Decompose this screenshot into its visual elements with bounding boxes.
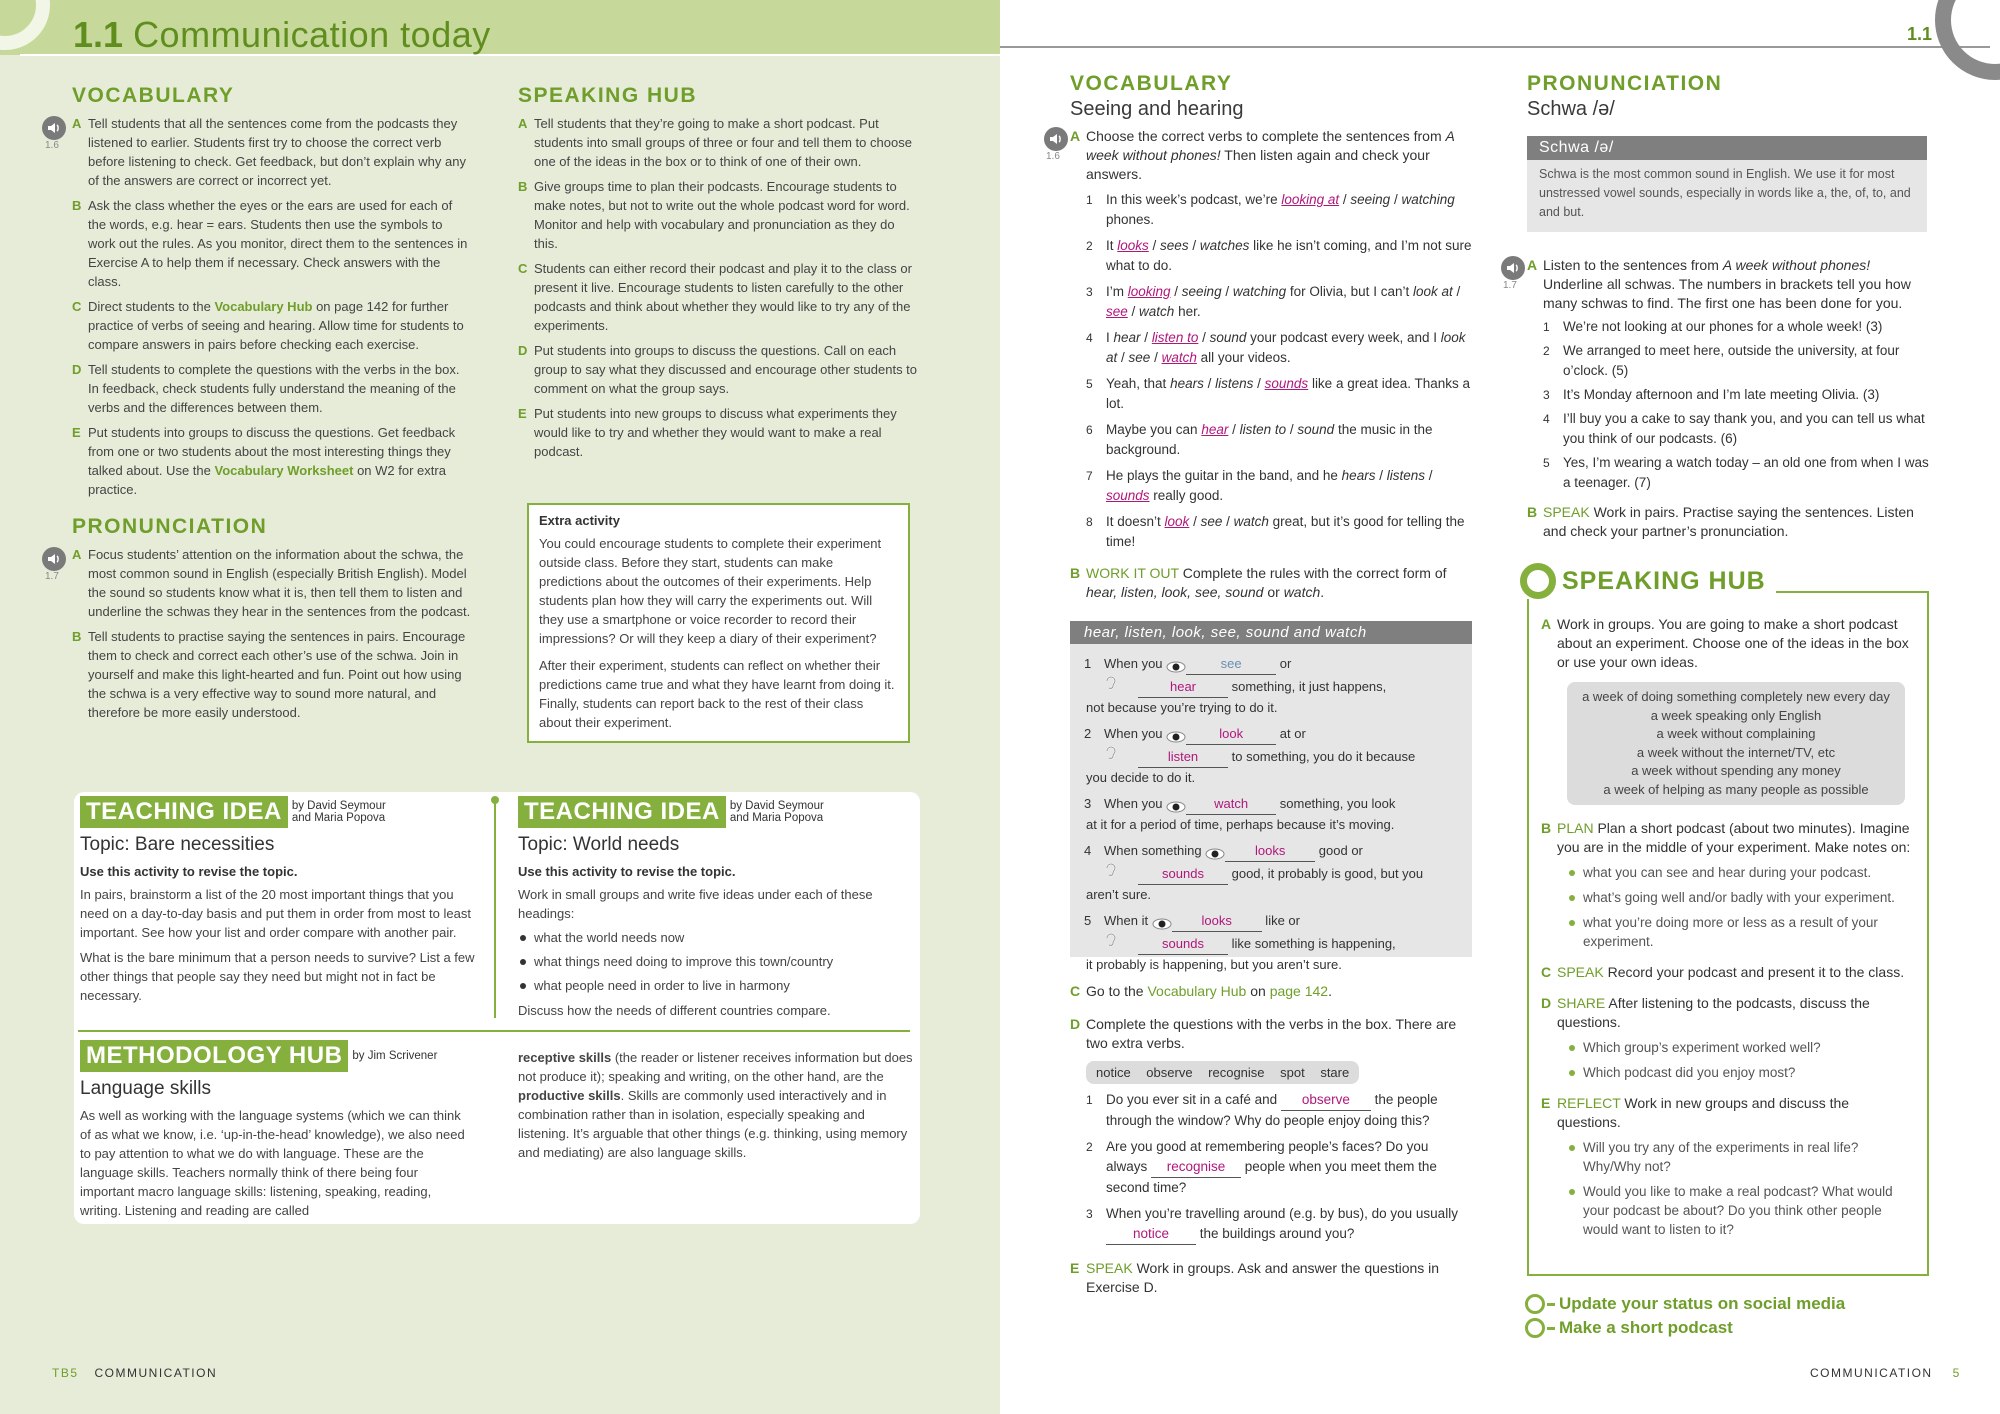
speaking-hub-box (1527, 591, 1929, 1276)
answer-blank[interactable]: look (1186, 724, 1276, 745)
speaking-hub-ring-icon (1520, 563, 1556, 599)
exercise-instruction: A Listen to the sentences from A week without phones! Underline all schwas. The numbers in brackets tell you how many schwas to find. The first one has been done for you. (1527, 257, 1911, 311)
teaching-idea-instruction: Use this activity to revise the topic. (80, 864, 298, 879)
methodology-hub-author: by Jim Scrivener (352, 1050, 438, 1062)
answer-choice[interactable]: looking (1127, 284, 1171, 299)
page-number: 5 (1952, 1366, 1961, 1380)
right-unit-number: 1.1 (1907, 24, 1933, 44)
audio-icon[interactable] (42, 116, 66, 140)
vocabulary-hub-link[interactable]: Vocabulary Hub (1147, 983, 1247, 999)
corner-decoration (1935, 0, 2000, 80)
answer-blank[interactable]: observe (1281, 1090, 1371, 1111)
option-choice[interactable]: watching (1401, 192, 1455, 207)
answer-choice[interactable]: looking at (1281, 192, 1340, 207)
vocabulary-worksheet-link[interactable]: Vocabulary Worksheet (214, 463, 354, 478)
sentence-item: 2 It looks / sees / watches like he isn’t coming, and I’m not sure what to do. (1086, 238, 1472, 273)
methodology-hub-p2: receptive skills (the reader or listener receives information but does not produce it); speaking and writing, on the other hand, are the productive skills. Skills are commonly used interactively and in combination rather than in isolation, especially speaking and listening. It’s arguable that other things (e.g. thinking, using memory and mediating) are also language skills. (518, 1050, 913, 1160)
rule-item: 2 When you look at or listen to something, you do it because you decide to do it. (1084, 726, 1416, 785)
sentence-item: 4 I hear / listen to / sound your podcast every week, and I look at / see / watch all your videos. (1086, 330, 1466, 365)
exercise-c-instruction: C Go to the Vocabulary Hub on page 142. (1070, 983, 1332, 999)
teaching-idea-topic: Topic: World needs (518, 834, 680, 855)
list-item: what the world needs now (518, 928, 913, 947)
sh-note-a: A Tell students that they’re going to make a short podcast. Put students into small groups of three or four and tell them to choose one of the ideas in the box or to think of one of their own. (518, 116, 912, 169)
option-choice[interactable]: listen to (1239, 422, 1287, 437)
eye-icon (1205, 846, 1225, 858)
pronunciation-notes (45, 545, 472, 722)
idea-item: a week without the internet/TV, etc (1636, 744, 1836, 760)
teaching-idea-p2: Discuss how the needs of different countries compare. (518, 1003, 831, 1018)
left-column-1 (45, 84, 472, 722)
ear-icon (1104, 749, 1118, 764)
option-choice[interactable]: look at (1106, 330, 1466, 365)
sh-exercise-d: D SHARE After listening to the podcasts, discuss the questions. (1541, 995, 1870, 1030)
option-choice[interactable]: sound (1209, 330, 1247, 345)
audio-icon[interactable] (1501, 256, 1525, 280)
sentence-item: 2 We arranged to meet here, outside the university, at four o’clock. (5) (1543, 343, 1900, 378)
right-footer (1810, 1366, 1961, 1380)
item-number: 8 (1086, 515, 1093, 529)
list-item: Will you try any of the experiments in real life? Why/Why not? (1567, 1138, 1915, 1176)
page-number: TB5 (52, 1366, 79, 1380)
answer-choice[interactable]: look (1164, 514, 1190, 529)
option-choice[interactable]: sound (1297, 422, 1335, 437)
item-number: 4 (1543, 412, 1550, 426)
item-number: 2 (1543, 344, 1550, 358)
item-number: 1 (1086, 1093, 1093, 1107)
audio-track-label: 1.6 (45, 140, 59, 151)
rule-item: 5 When it looks like or sounds like something is happening, it probably is happening, but you aren’t sure. (1084, 913, 1396, 972)
teaching-idea-badge: TEACHING IDEA (80, 796, 288, 828)
vocab-note-e: E Put students into groups to discuss the questions. Get feedback from one or two students about the most interesting things they talked about. Use the Vocabulary Worksheet on W2 for extra practice. (72, 425, 456, 497)
idea-item: a week of doing something completely new every day (1582, 689, 1890, 704)
sentence-item: 3 I’m looking / seeing / watching for Olivia, but I can’t look at / see / watch her. (1086, 284, 1461, 319)
pron-note-a: A Focus students’ attention on the information about the schwa, the most common sound in English (especially British English). Model the sound so students know what it is, then tell them to listen and underline the schwas they hear in the sentences from the podcast. (72, 547, 471, 619)
answer-choice[interactable]: listen to (1151, 330, 1199, 345)
item-number: 3 (1086, 285, 1093, 299)
list-item: what people need in order to live in harmony (518, 976, 913, 995)
item-number: 5 (1084, 913, 1092, 928)
sentence-item: 8 It doesn’t look / see / watch great, but it’s good for telling the time! (1086, 514, 1465, 549)
sentence-item: 3 It’s Monday afternoon and I’m late meeting Olivia. (3) (1543, 385, 1929, 405)
outcome-ring-icon (1525, 1294, 1545, 1314)
pronunciation-heading: PRONUNCIATION (72, 515, 268, 538)
teaching-idea-badge: TEACHING IDEA (518, 796, 726, 828)
unit-title-text: Communication today (133, 14, 491, 55)
answer-blank[interactable]: watch (1186, 794, 1276, 815)
item-number: 1 (1086, 193, 1093, 207)
rules-box-title: hear, listen, look, see, sound and watch (1070, 621, 1472, 644)
sh-exercise-c: C SPEAK Record your podcast and present it to the class. (1541, 964, 1905, 980)
left-column-2 (518, 84, 918, 461)
idea-item: a week without spending any money (1631, 763, 1841, 778)
list-item: what you can see and hear during your podcast. (1567, 863, 1915, 882)
audio-track-label: 1.7 (1503, 280, 1517, 291)
answer-choice[interactable]: watch (1161, 350, 1197, 365)
footer-label: COMMUNICATION (94, 1366, 218, 1380)
outcome-item: Make a short podcast (1525, 1318, 1945, 1338)
question-item: 1 Do you ever sit in a café and observe the people through the window? Why do people enjoy doing this? (1086, 1092, 1438, 1128)
list-item: what you’re doing more or less as a result of your experiment. (1567, 913, 1915, 951)
list-item: Which group’s experiment worked well? (1567, 1038, 1915, 1057)
option-choice[interactable]: hear (1113, 330, 1141, 345)
right-column-2 (1527, 72, 1929, 121)
answer-blank[interactable]: recognise (1151, 1157, 1241, 1178)
ear-icon (1104, 936, 1118, 951)
schwa-box-title: Schwa /ə/ (1527, 136, 1927, 160)
vocabulary-subheading: Seeing and hearing (1070, 98, 1244, 120)
option-choice[interactable]: see (1200, 514, 1223, 529)
vocab-note-b: B Ask the class whether the eyes or the ears are used for each of the words, e.g. hear = ears. Students then use the symbols to work out the rules. As you monitor, direct them to the sentences in Exercise A to help them if necessary. Check answers with the class. (72, 198, 468, 289)
unit-number: 1.1 (73, 14, 124, 55)
option-choice[interactable]: listens (1386, 468, 1425, 483)
sentence-item: 5 Yeah, that hears / listens / sounds like a great idea. Thanks a lot. (1086, 376, 1471, 411)
exercise-e-instruction: E SPEAK Work in groups. Ask and answer the questions in Exercise D. (1070, 1260, 1440, 1295)
teaching-idea-topic: Topic: Bare necessities (80, 834, 275, 855)
option-choice[interactable]: hears (1170, 376, 1204, 391)
vocabulary-hub-link[interactable]: Vocabulary Hub (214, 299, 313, 314)
outcomes (1525, 1290, 1945, 1338)
audio-icon[interactable] (1044, 127, 1068, 151)
pron-exercise-a (1503, 256, 1929, 493)
teaching-idea-2 (518, 796, 913, 1020)
item-number: 2 (1086, 1140, 1093, 1154)
sentence-item: 7 He plays the guitar in the band, and he hears / listens / sounds really good. (1086, 468, 1433, 503)
answer-blank[interactable]: sounds (1138, 934, 1228, 955)
right-column-1 (1046, 72, 1472, 602)
answer-choice[interactable]: sounds (1106, 488, 1150, 503)
speaking-hub-heading: SPEAKING HUB (1562, 566, 1766, 595)
sh-note-b: B Give groups time to plan their podcasts. Encourage students to make notes, but not to write out the whole podcast word for word. Monitor and help with vocabulary and pronunciation as they do this. (518, 179, 910, 251)
d-questions (1070, 1090, 1472, 1245)
audio-track-label: 1.7 (45, 571, 59, 582)
rule-item: 1 When you see or hear something, it just happens, not because you’re trying to do it. (1084, 656, 1387, 715)
sentence-item: 6 Maybe you can hear / listen to / sound the music in the background. (1086, 422, 1433, 457)
item-number: 5 (1543, 456, 1550, 470)
vocabulary-heading: VOCABULARY (1070, 72, 1233, 95)
list-item: what’s going well and/or badly with your experiment. (1567, 888, 1915, 907)
item-number: 4 (1086, 331, 1093, 345)
option-choice[interactable]: sees (1160, 238, 1189, 253)
answer-blank[interactable]: looks (1172, 911, 1262, 932)
exercise-instruction: A Choose the correct verbs to complete the sentences from A week without phones! Then listen again and check your answers. (1070, 128, 1455, 182)
schwa-info-box (1527, 136, 1927, 232)
item-number: 2 (1084, 726, 1092, 741)
extra-activity-p2: After their experiment, students can reflect on whether their predictions came true and what they have learnt from doing it. Finally, students can report back to the rest of their class about their experiment. (539, 658, 895, 730)
ear-icon (1104, 866, 1118, 881)
answer-blank[interactable]: looks (1225, 841, 1315, 862)
answer-blank[interactable]: hear (1138, 677, 1228, 698)
right-header-rule (1000, 46, 1990, 48)
list-item: Which podcast did you enjoy most? (1567, 1063, 1915, 1082)
teaching-idea-instruction: Use this activity to revise the topic. (518, 864, 736, 879)
item-number: 3 (1543, 388, 1550, 402)
sh-exercise-e: E REFLECT Work in new groups and discuss the questions. (1541, 1095, 1850, 1130)
speaking-hub-notes (518, 114, 918, 461)
methodology-hub (80, 1040, 475, 1220)
pronunciation-heading: PRONUNCIATION (1527, 72, 1723, 95)
item-number: 2 (1086, 239, 1093, 253)
ideas-box (1567, 682, 1905, 805)
vocab-note-a: A Tell students that all the sentences come from the podcasts they listened to earlier. Students first try to choose the correct verb before listening to check. Get feedback, but don’t explain why any of the answers are correct or incorrect yet. (72, 116, 466, 188)
idea-item: a week speaking only English (1650, 707, 1822, 723)
vertical-divider (494, 800, 496, 1018)
question-item: 2 Are you good at remembering people’s faces? Do you always recognise people when you meet them the second time? (1086, 1139, 1437, 1195)
sh-note-e: E Put students into new groups to discuss what experiments they would like to try and whether they would want to make a real podcast. (518, 406, 897, 459)
vocab-note-d: D Tell students to complete the questions with the verbs in the box. In feedback, check students fully understand the meaning of the verbs and the differences between them. (72, 362, 460, 415)
answer-blank[interactable]: notice (1106, 1224, 1196, 1245)
pron-note-b: B Tell students to practise saying the sentences in pairs. Encourage them to check and correct each other’s use of the schwa. Join in yourself and make this light-hearted and fun. Point out how using the schwa is a very effective way to sound more natural, and therefore be more easily understood. (72, 629, 466, 720)
vocabulary-notes (45, 114, 472, 499)
sentence-item: 1 We’re not looking at our phones for a whole week! (3) (1543, 317, 1929, 337)
item-number: 1 (1084, 656, 1092, 671)
sentence-item: 5 Yes, I’m wearing a watch today – an old one from when I was a teenager. (7) (1543, 455, 1929, 490)
option-choice[interactable]: look at (1412, 284, 1453, 299)
outcome-ring-icon (1525, 1318, 1545, 1338)
ear-icon (1104, 679, 1118, 694)
option-choice[interactable]: see (1128, 350, 1151, 365)
sh-exercise-b: B PLAN Plan a short podcast (about two minutes). Imagine you are in the middle of your experiment. Make notes on: (1541, 820, 1911, 855)
sh-note-c: C Students can either record their podcast and play it to the class or present it live. Encourage students to listen carefully to the other podcasts and think about whether they would like to try any of the experiments. (518, 261, 912, 333)
list-item: what things need doing to improve this town/country (518, 952, 913, 971)
item-number: 5 (1086, 377, 1093, 391)
item-number: 7 (1086, 469, 1093, 483)
eye-icon (1166, 659, 1186, 671)
methodology-hub-topic: Language skills (80, 1078, 211, 1099)
exercise-d-instruction: D Complete the questions with the verbs in the box. There are two extra verbs. (1070, 1016, 1457, 1051)
option-choice[interactable]: seeing (1181, 284, 1222, 299)
sentence-item: 1 In this week’s podcast, we’re looking at / seeing / watching phones. (1086, 192, 1455, 227)
pron-sentences (1527, 317, 1929, 493)
option-choice[interactable]: listens (1215, 376, 1254, 391)
methodology-hub-badge: METHODOLOGY HUB (80, 1040, 348, 1072)
option-choice[interactable]: watches (1199, 238, 1250, 253)
extra-activity-p1: You could encourage students to complete their experiment outside class. Before they start, students can make predictions about the outcomes of their experiments. Help students plan how they will carry the experiments out. Will they use a smartphone or voice recorder to record their impressions? Or will they keep a diary of their experiment? (539, 536, 882, 646)
eye-icon (1152, 916, 1172, 928)
answer-choice[interactable]: see (1106, 304, 1128, 319)
question-item: 3 When you’re travelling around (e.g. by bus), do you usually notice the buildings around you? (1086, 1204, 1472, 1245)
teaching-idea-p1: Work in small groups and write five ideas under each of these headings: (518, 887, 873, 921)
outcome-item: Update your status on social media (1525, 1294, 1945, 1314)
sentence-item: 4 I’ll buy you a cake to say thank you, and you can tell us what you think of our podcasts. (6) (1543, 411, 1925, 446)
rule-item: 4 When something looks good or sounds good, it probably is good, but you aren’t sure. (1084, 843, 1424, 902)
unit-title (73, 14, 491, 56)
exercise-b-instruction: B WORK IT OUT Complete the rules with the correct form of hear, listen, look, see, sound or watch. (1070, 565, 1447, 600)
option-choice[interactable]: watch (1139, 304, 1175, 319)
extra-activity-box (527, 503, 910, 743)
item-number: 3 (1084, 796, 1092, 811)
extra-activity-title: Extra activity (539, 513, 620, 528)
teaching-idea-p1: In pairs, brainstorm a list of the 20 most important things that you need on a day-to-day basis and put them in order from most to least important. See how your list and order compare with another pair. (80, 887, 471, 940)
eye-icon (1166, 799, 1186, 811)
option-choice[interactable]: watch (1233, 514, 1269, 529)
list-item: Would you like to make a real podcast? What would your podcast be about? Do you think other people would want to listen to it? (1567, 1182, 1915, 1239)
teaching-idea-author: by David Seymour and Maria Popova (729, 800, 824, 824)
pronunciation-subheading: Schwa /ə/ (1527, 98, 1615, 120)
sh-exercise-a: A Work in groups. You are going to make a short podcast about an experiment. Choose one of the ideas in the box or use your own ideas. (1541, 616, 1909, 670)
word-box: notice observe recognise spot stare (1086, 1061, 1359, 1084)
teaching-idea-1 (80, 796, 475, 1005)
rules-box (1070, 621, 1472, 972)
sh-note-d: D Put students into groups to discuss the questions. Call on each group to say what they discussed and encourage other students to comment on what the group says. (518, 343, 918, 396)
vocab-exercise-a (1046, 127, 1472, 552)
idea-item: a week of helping as many people as possible (1603, 781, 1869, 797)
answer-choice[interactable]: looks (1117, 238, 1149, 253)
teaching-idea-author: by David Seymour and Maria Popova (291, 800, 386, 824)
answer-blank[interactable]: listen (1138, 747, 1228, 768)
answer-choice[interactable]: hear (1201, 422, 1229, 437)
horizontal-divider (78, 1030, 910, 1032)
vocab-note-c: C Direct students to the Vocabulary Hub on page 142 for further practice of verbs of seeing and hearing. Allow time for students to compare answers in pairs before checking each exercise. (72, 299, 464, 352)
right-column-1-lower (1070, 976, 1472, 1297)
item-number: 1 (1543, 320, 1550, 334)
answer-blank[interactable]: sounds (1138, 864, 1228, 885)
schwa-box-text: Schwa is the most common sound in English. We use it for most unstressed vowel sounds, especially in words like a, the, of, to, and and but. (1539, 167, 1911, 219)
item-number: 4 (1084, 843, 1092, 858)
speaking-hub-header (1520, 563, 1776, 599)
methodology-hub-continued (518, 1042, 913, 1162)
pronunciation-exercises (1503, 250, 1929, 541)
audio-track-label: 1.6 (1046, 151, 1060, 162)
answer-blank[interactable]: see (1186, 654, 1276, 675)
speaking-hub-heading: SPEAKING HUB (518, 84, 698, 107)
item-number: 3 (1086, 1207, 1093, 1221)
audio-icon[interactable] (42, 547, 66, 571)
item-number: 6 (1086, 423, 1093, 437)
rules-list (1070, 644, 1472, 975)
answer-choice[interactable]: sounds (1264, 376, 1309, 391)
option-choice[interactable]: hears (1341, 468, 1376, 483)
left-footer (52, 1366, 217, 1380)
option-choice[interactable]: watching (1232, 284, 1287, 299)
methodology-hub-p1: As well as working with the language systems (which we can think of as what we know, i.e. ‘up-in-the-head’ knowledge), we also need to pay attention to what we do with language. These are the language skills. Teachers normally think of there being four important macro language skills: listening, speaking, reading, writing. Listening and reading are called (80, 1108, 465, 1218)
page-link[interactable]: page 142 (1269, 983, 1329, 999)
pron-exercise-b: B SPEAK Work in pairs. Practise saying the sentences. Listen and check your partner’s pronunciation. (1527, 504, 1914, 539)
footer-label: COMMUNICATION (1810, 1366, 1933, 1380)
vocabulary-heading: VOCABULARY (72, 84, 235, 107)
idea-item: a week without complaining (1656, 726, 1816, 741)
teaching-idea-p2: What is the bare minimum that a person needs to survive? List a few other things that people say they need but might not in fact be necessary. (80, 950, 475, 1003)
vocab-sentences (1070, 190, 1472, 552)
eye-icon (1166, 729, 1186, 741)
option-choice[interactable]: seeing (1350, 192, 1391, 207)
rule-item: 3 When you watch something, you look at it for a period of time, perhaps because it’s moving. (1084, 796, 1396, 832)
